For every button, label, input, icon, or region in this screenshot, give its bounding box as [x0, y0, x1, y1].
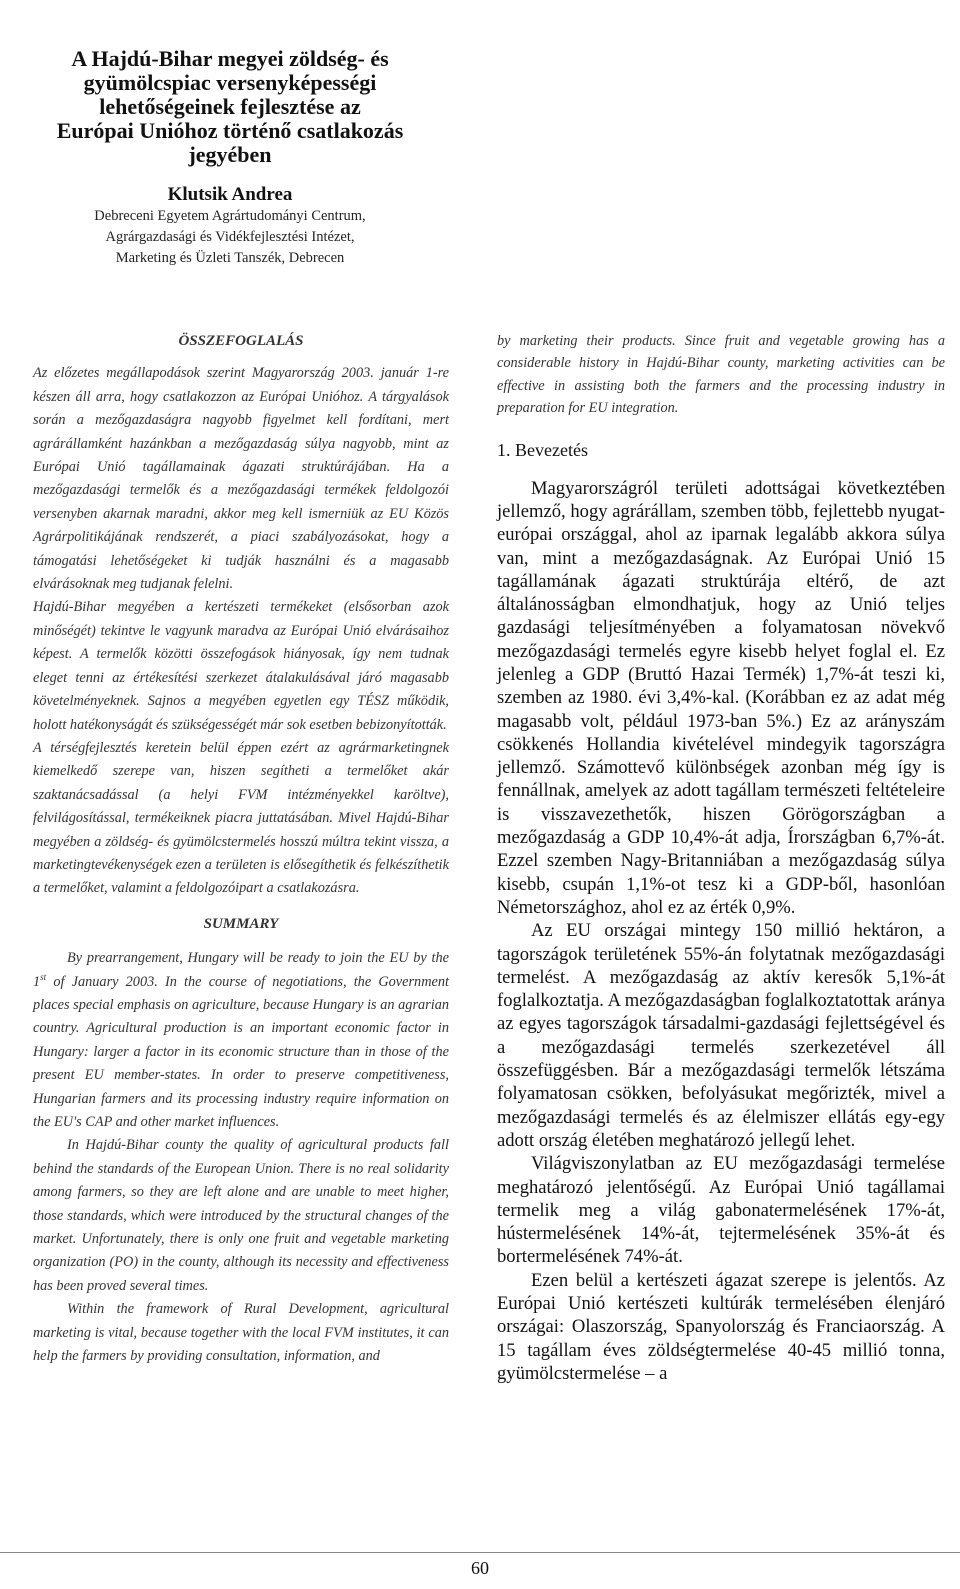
header-block: [0, 47, 460, 269]
affiliation-line: Marketing és Üzleti Tanszék, Debrecen: [115, 250, 345, 266]
abstract-heading: ÖSSZEFOGLALÁS: [178, 333, 304, 349]
body-paragraph: Az EU országai mintegy 150 millió hektáron, a tagországok területének 55%-án folytatnak mezőgazdasági termelést. A mezőgazdaság az aktív keresők 5,1%-át foglalkoztatja. A mezőgazdaságban foglalkoztatottak aránya az egyes tagországok társadalmi-gazdasági fejlettségével és a mezőgazdasági termelés szerkezetével áll összefüggésben. Bár a mezőgazdasági termelők létszáma folyamatosan csökken, befolyásukat megőrizték, mivel a mezőgazdasági termelés és az élelmiszer ellátás egy-egy adott ország életében meghatározó jellegű lehet.: [497, 920, 945, 1151]
title-line: A Hajdú-Bihar megyei zöldség- és: [71, 46, 389, 71]
summary-heading: SUMMARY: [203, 915, 279, 932]
affiliation-line: Agrárgazdasági és Vidékfejlesztési Intézet,: [105, 229, 355, 245]
body-paragraph: Magyarországról területi adottságai következtében jellemző, hogy agrárállam, szemben több, fejlettebb nyugat-európai országgal, ahol az iparnak legalább akkora súlya van, mint a mezőgazdaságnak. Az Európai Unió 15 tagállamának ágazati struktúrája eltérő, de azt általánosságban elmondhatjuk, hogy az Unió teljes gazdasági teljesítményében a folyamatosan növekvő mezőgazdasági termelés egyre kisebb helyet foglal el. Ez jelenleg a GDP (Bruttó Hazai Termék) 1,7%-át teszi ki, szemben az 1980. évi 3,4%-kal. (Korábban ez az adat még magasabb volt, például 1973-ban 5%.) Ez az arányszám csökkenés Hollandia kivételével mindegyik tagországra jellemző. Számottevő különbségek azonban még így is fennállnak, amelyek az adott tagállam természeti feltételeire is visszavezethetők, hiszen Görögországban a mezőgazdaság a GDP 10,4%-át adja, Írországban 6,7%-át. Ezzel szemben Nagy-Britanniában a mezőgazdaság súlya kisebb, csupán 1,1%-ot tesz ki a GDP-ből, hasonlóan Németországhoz, ahol ez az érték 0,9%.: [497, 477, 945, 918]
right-column: [497, 330, 945, 1385]
ordinal-suffix: st: [40, 971, 47, 982]
title-line: gyümölcspiac versenyképességi: [83, 70, 377, 95]
abstract-paragraph: Hajdú-Bihar megyében a kertészeti termékeket (elsősorban azok minőségét) tekintve le vagyunk maradva az Európai Unió elvárásaihoz képest. A termelők közötti összefogások hiányosak, így nem tudnak eleget tenni az értékesítési szerkezet átalakulásával járó magasabb követelményeknek. Sajnos a megyében egyetlen egy TÉSZ működik, holott hatékonyságát és szükségességét már sok esetben bebizonyították.: [33, 599, 449, 733]
affiliation-line: Debreceni Egyetem Agrártudományi Centrum,: [94, 208, 366, 224]
author-name: Klutsik Andrea: [167, 184, 293, 205]
title-line: Európai Unióhoz történő csatlakozás: [56, 118, 404, 143]
summary-paragraph: Within the framework of Rural Development, agricultural marketing is vital, because together with the local FVM institutes, it can help the farmers by providing consultation, information, and: [33, 1301, 449, 1365]
body-paragraph: Világviszonylatban az EU mezőgazdasági termelése meghatározó jelentőségű. Az Európai Unió tagállamai termelik meg a világ gabonatermelésének 17%-át, hústermelésének 14%-át, tejtermelésének 35%-át és bortermelésének 74%-át.: [497, 1153, 945, 1268]
summary-paragraph: [33, 947, 449, 1134]
title-line: lehetőségeinek fejlesztése az: [99, 94, 361, 119]
abstract-paragraph: A térségfejlesztés keretein belül éppen ezért az agrármarketingnek kiemelkedő szerepe van, hiszen segítheti a termelőket akár szaktanácsadással (a helyi FVM intézményekkel karöltve), felvilágosítással, termékeiknek piacra juttatásában. Mivel Hajdú-Bihar megyében a zöldség- és gyümölcstermelés hosszú múltra tekint vissza, a marketingtevékenységek ezen a területen is elősegíthetik és felkészíthetik a termelőket, valamint a feldolgozóipart a csatlakozásra.: [33, 739, 449, 897]
body-paragraph: Ezen belül a kertészeti ágazat szerepe is jelentős. Az Európai Unió kertészeti kultúrák termelésében élenjáró országai: Olaszország, Spanyolország és Franciaország. A 15 tagállam éves zöldségtermelése 40-45 millió tonna, gyümölcstermelése – a: [497, 1269, 945, 1384]
title-line: jegyében: [188, 142, 272, 167]
left-column: [33, 330, 449, 1368]
section-heading-intro: 1. Bevezetés: [497, 439, 588, 460]
affiliation: [0, 206, 460, 269]
paper-title: [0, 47, 460, 167]
abstract-paragraph: Az előzetes megállapodások szerint Magyarország 2003. január 1-re készen áll arra, hogy csatlakozzon az Európai Unióhoz. A tárgyalások során a mezőgazdaságra nagyobb figyelmet kell fordítani, mert agrárállamként hazánkban a mezőgazdaság súlya nagyobb, mint az Európai Unió tagállamainak ágazati struktúrájában. Ha a mezőgazdasági termelők és a mezőgazdasági termékek feldolgozói versenyben akarnak maradni, akkor meg kell ismerniük az EU Közös Agrárpolitikájának rendszerét, a piaci szabályozásokat, hogy a támogatási lehetőségeket ki tudják használni és a magasabb elvárásoknak meg tudjanak felelni.: [33, 365, 449, 593]
summary-text: of January 2003. In the course of negotiations, the Government places special emphasis on agriculture, because Hungary is an agrarian country. Agricultural production is an important economic factor in Hungary: larger a factor in its economic structure than in those of the present EU member-states. In order to preserve competitiveness, Hungarian farmers and its processing industry require information on the EU's CAP and other market influences.: [33, 973, 449, 1130]
summary-continuation: by marketing their products. Since fruit and vegetable growing has a considerable history in Hajdú-Bihar county, marketing activities can be effective in assisting both the farmers and the processing industry in preparation for EU integration.: [497, 333, 945, 417]
summary-text: By prearrangement, Hungary will be ready to join the EU by the 1: [33, 950, 449, 990]
page-number: 60: [471, 1558, 489, 1578]
summary-paragraph: In Hajdú-Bihar county the quality of agricultural products fall behind the standards of the European Union. There is no real solidarity among farmers, so they are left alone and are unable to meet higher, those standards, which were introduced by the structural changes of the market. Unfortunately, there is only one fruit and vegetable marketing organization (PO) in the county, although its necessity and effectiveness has been proved several times.: [33, 1137, 449, 1294]
